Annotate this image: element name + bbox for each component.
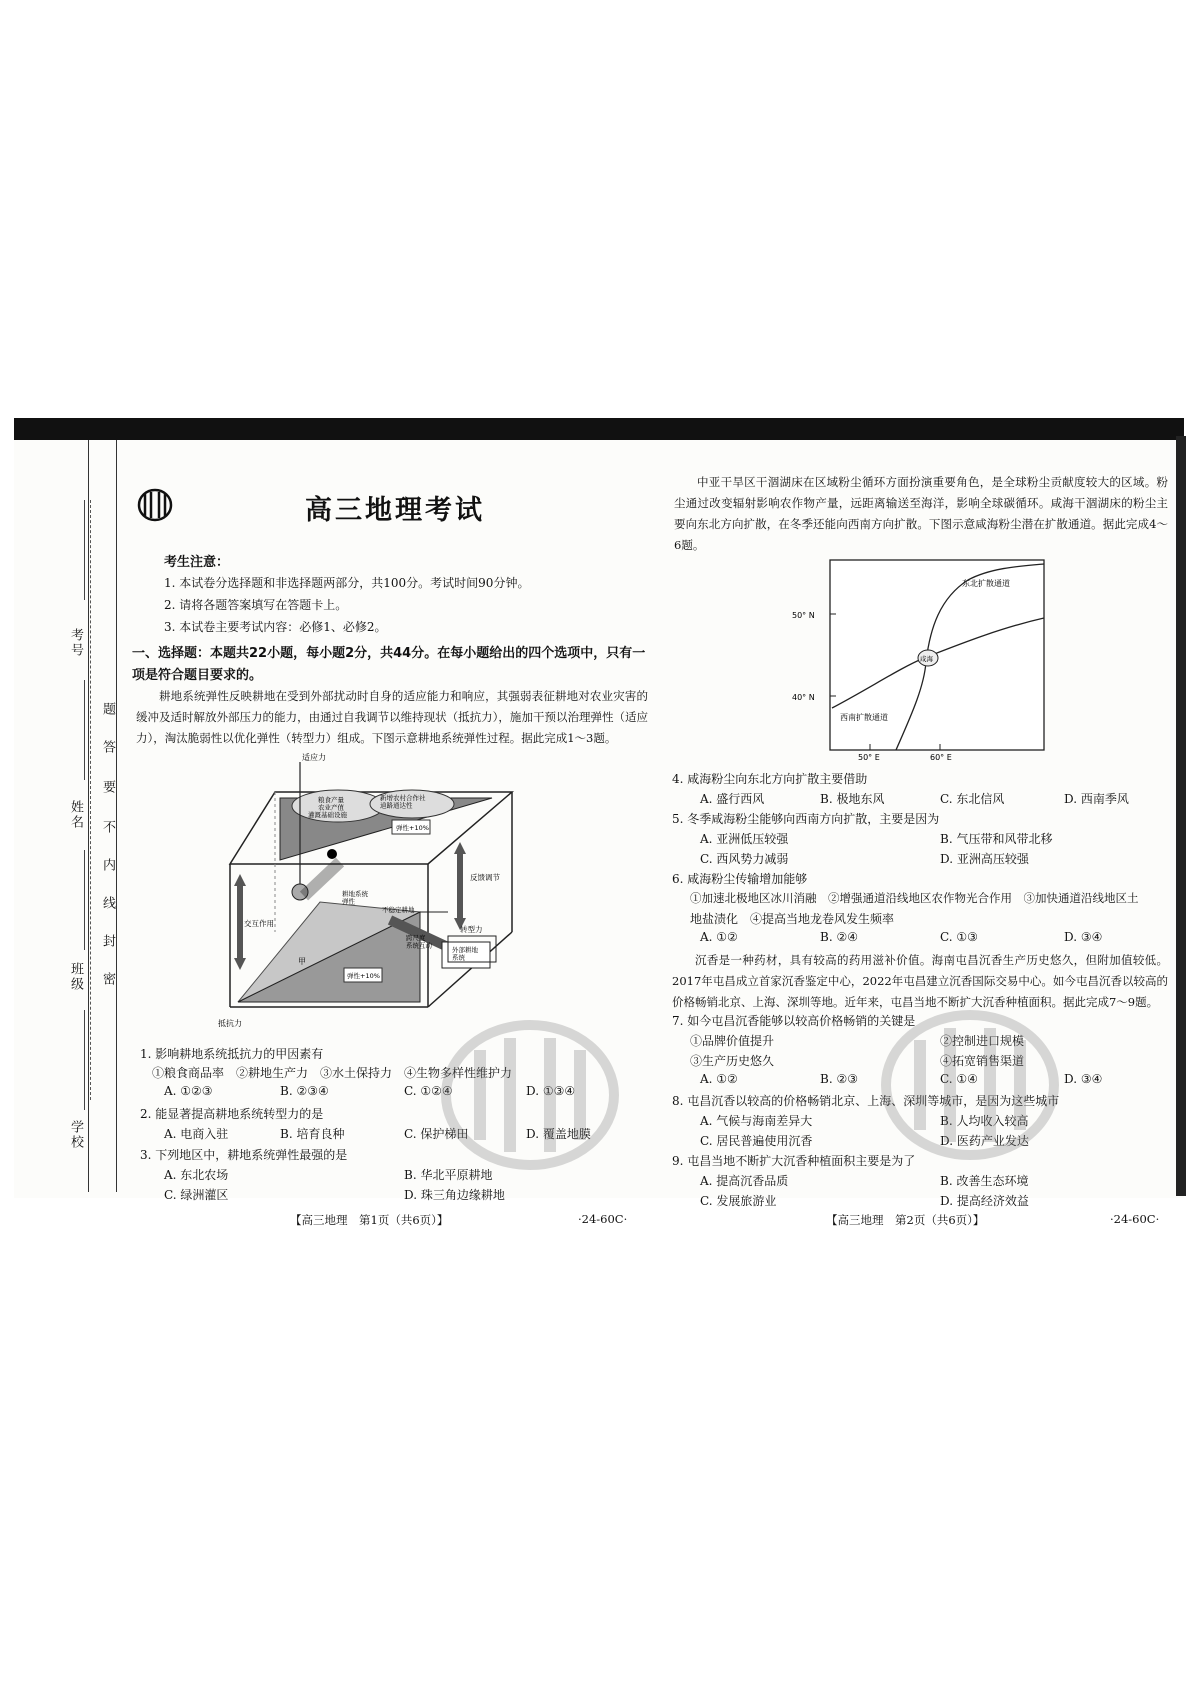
question-2-option-b[interactable]: B. 培育良种: [280, 1127, 345, 1141]
lat-40-label: 40° N: [792, 693, 815, 702]
question-8-option-b[interactable]: B. 人均收入较高: [940, 1114, 1029, 1128]
question-3-option-c[interactable]: C. 绿洲灌区: [164, 1188, 229, 1202]
cropland-resilience-diagram: [218, 753, 540, 1034]
feedback-label: 反馈调节: [470, 873, 500, 882]
question-2-option-c[interactable]: C. 保护梯田: [404, 1127, 469, 1141]
resilience-band-bottom: 弹性+10%: [347, 972, 380, 980]
question-4-option-c[interactable]: C. 东北信风: [940, 792, 1005, 806]
question-1-option-c[interactable]: C. ①②④: [404, 1084, 453, 1098]
publisher-logo-icon: [137, 488, 173, 522]
unstable-cropland-label: 不稳定耕地: [382, 906, 415, 914]
notice-item: 3. 本试卷主要考试内容：必修1、必修2。: [164, 620, 387, 634]
question-5-option-a[interactable]: A. 亚洲低压较强: [700, 832, 789, 846]
system-resilience-label: 耕地系统弹性: [342, 890, 368, 906]
gutter-line-1: [88, 440, 89, 1192]
watermark-logo-icon: [880, 1010, 1060, 1160]
question-6-option-a[interactable]: A. ①②: [700, 930, 738, 944]
question-4-option-a[interactable]: A. 盛行西风: [700, 792, 765, 806]
question-8-option-c[interactable]: C. 居民普遍使用沉香: [700, 1134, 813, 1148]
exam-no-blank: [84, 500, 85, 600]
question-6-option-d[interactable]: D. ③④: [1064, 930, 1103, 944]
lon-50-label: 50° E: [858, 753, 880, 762]
question-7-item-4: ④拓宽销售渠道: [940, 1054, 1025, 1068]
grain-output-label: 粮食产量农业产值: [318, 796, 344, 812]
question-9-stem: 9. 屯昌当地不断扩大沉香种植面积主要是为了: [672, 1154, 916, 1168]
school-blank: [84, 1010, 85, 1110]
lon-60-label: 60° E: [930, 753, 952, 762]
axis-resistance-label: 抵抗力: [218, 1019, 242, 1028]
question-6-option-b[interactable]: B. ②④: [820, 930, 858, 944]
question-6-items-line2: 地盐渍化 ④提高当地龙卷风发生频率: [690, 912, 895, 926]
footer-left-code: ·24-60C·: [578, 1212, 628, 1226]
question-4-option-d[interactable]: D. 西南季风: [1064, 792, 1129, 806]
question-5-stem: 5. 冬季咸海粉尘能够向西南方向扩散，主要是因为: [672, 812, 940, 826]
margin-label-class: 班级: [68, 962, 83, 992]
seal-char: 要: [100, 780, 115, 795]
question-2-stem: 2. 能显著提高耕地系统转型力的是: [140, 1107, 324, 1121]
seal-char: 不: [100, 820, 115, 835]
scan-top-edge: [14, 418, 1184, 440]
section-heading: 一、选择题：本题共22小题，每小题2分，共44分。在每小题给出的四个选项中，只有一项是符合题目要求的。: [132, 646, 646, 683]
seal-char: 答: [100, 740, 115, 755]
passage-1: 耕地系统弹性反映耕地在受到外部扰动时自身的适应能力和响应，其强弱表征耕地对农业灾害的缓冲及适时解放外部压力的能力，由通过自我调节以维持现状（抵抗力），施加干预以治理弹性（适应力），淘汰脆弱性以优化弹性（转型力）组成。下图示意耕地系统弹性过程。据此完成1～3题。: [136, 689, 648, 745]
question-7-stem: 7. 如今屯昌沉香能够以较高价格畅销的关键是: [672, 1014, 916, 1028]
question-8-option-d[interactable]: D. 医药产业发达: [940, 1134, 1029, 1148]
notice-title: 考生注意：: [164, 555, 230, 570]
lat-50-label: 50° N: [792, 611, 815, 620]
name-blank: [84, 680, 85, 780]
seal-char: 密: [100, 972, 115, 987]
margin-label-name: 姓名: [68, 800, 83, 830]
question-6-items-line1: ①加速北极地区冰川消融 ②增强通道沿线地区农作物光合作用 ③加快通道沿线地区土: [690, 891, 1139, 905]
resilience-band-top: 弹性+10%: [396, 824, 429, 832]
question-8-option-a[interactable]: A. 气候与海南差异大: [700, 1114, 813, 1128]
aral-dust-map: [792, 558, 1062, 762]
question-9-option-c[interactable]: C. 发展旅游业: [700, 1194, 777, 1208]
scan-right-edge: [1176, 436, 1186, 1196]
question-7-option-d[interactable]: D. ③④: [1064, 1072, 1103, 1086]
notice-item: 1. 本试卷分选择题和非选择题两部分，共100分。考试时间90分钟。: [164, 576, 530, 590]
question-9-option-b[interactable]: B. 改善生态环境: [940, 1174, 1029, 1188]
margin-label-school: 学校: [68, 1120, 83, 1150]
question-7-item-3: ③生产历史悠久: [690, 1054, 775, 1068]
question-5-option-b[interactable]: B. 气压带和风带北移: [940, 832, 1053, 846]
question-3-stem: 3. 下列地区中，耕地系统弹性最强的是: [140, 1148, 348, 1162]
question-4-option-b[interactable]: B. 极地东风: [820, 792, 885, 806]
margin-label-exam-no: 考号: [68, 628, 83, 658]
question-6-stem: 6. 咸海粉尘传输增加能够: [672, 872, 808, 886]
question-9-option-a[interactable]: A. 提高沉香品质: [700, 1174, 789, 1188]
passage-3: 沉香是一种药材，具有较高的药用滋补价值。海南屯昌沉香生产历史悠久，但附加值较低。2017年屯昌成立首家沉香鉴定中心，2022年屯昌建立沉香国际交易中心。如今屯昌沉香以较高的价格畅销北京、上海、深圳等地。近年来，屯昌当地不断扩大沉香种植面积。据此完成7～9题。: [672, 953, 1168, 1009]
question-3-option-d[interactable]: D. 珠三角边缘耕地: [404, 1188, 505, 1202]
passage-2: 中亚干旱区干涸湖床在区域粉尘循环方面扮演重要角色，是全球粉尘贡献度较大的区域。粉尘通过改变辐射影响农作物产量，远距离输送至海洋，影响全球碳循环。咸海干涸湖床的粉尘主要向东北方向扩散，在冬季还能向西南方向扩散。下图示意咸海粉尘潜在扩散通道。据此完成4～6题。: [674, 475, 1168, 552]
question-7-option-b[interactable]: B. ②③: [820, 1072, 858, 1086]
cross-scale-label: 跨尺度系统互动: [406, 934, 432, 950]
question-7-item-1: ①品牌价值提升: [690, 1034, 775, 1048]
footer-left-page: 【高三地理 第1页（共6页）】: [290, 1213, 449, 1227]
sw-channel-label: 西南扩散通道: [840, 713, 888, 722]
ne-channel-label: 东北扩散通道: [962, 579, 1010, 588]
question-8-stem: 8. 屯昌沉香以较高的价格畅销北京、上海、深圳等城市，是因为这些城市: [672, 1094, 1060, 1108]
external-cropland-label: 外部耕地系统: [452, 946, 478, 962]
aral-sea-label: 咸海: [920, 655, 933, 663]
question-2-option-d[interactable]: D. 覆盖地膜: [526, 1127, 591, 1141]
new-coop-label: 新增农村合作社道路通达性: [380, 794, 426, 810]
seal-char: 线: [100, 896, 115, 911]
factor-jia-label: 甲: [298, 957, 306, 966]
question-1-items: ①粮食商品率 ②耕地生产力 ③水土保持力 ④生物多样性维护力: [152, 1066, 513, 1080]
question-5-option-c[interactable]: C. 西风势力减弱: [700, 852, 789, 866]
question-9-option-d[interactable]: D. 提高经济效益: [940, 1194, 1029, 1208]
question-2-option-a[interactable]: A. 电商入驻: [164, 1127, 229, 1141]
question-7-option-a[interactable]: A. ①②: [700, 1072, 738, 1086]
question-4-stem: 4. 咸海粉尘向东北方向扩散主要借助: [672, 772, 868, 786]
question-3-option-b[interactable]: B. 华北平原耕地: [404, 1168, 493, 1182]
footer-right-page: 【高三地理 第2页（共6页）】: [826, 1213, 985, 1227]
exam-title: 高三地理考试: [305, 495, 485, 526]
question-1-stem: 1. 影响耕地系统抵抗力的甲因素有: [140, 1047, 324, 1061]
footer-right-code: ·24-60C·: [1110, 1212, 1160, 1226]
class-blank: [84, 850, 85, 950]
interaction-label: 交互作用: [244, 919, 274, 928]
question-3-option-a[interactable]: A. 东北农场: [164, 1168, 229, 1182]
question-1-option-d[interactable]: D. ①③④: [526, 1084, 576, 1098]
gutter-line-2: [116, 440, 117, 1192]
question-6-option-c[interactable]: C. ①③: [940, 930, 978, 944]
notice-item: 2. 请将各题答案填写在答题卡上。: [164, 598, 348, 612]
seal-char: 封: [100, 934, 115, 949]
question-7-option-c[interactable]: C. ①④: [940, 1072, 978, 1086]
seal-char: 题: [100, 702, 115, 717]
axis-transformability-label: 转型力: [460, 925, 483, 934]
irrigation-label: 灌溉基础设施: [308, 811, 347, 819]
seal-char: 内: [100, 858, 115, 873]
watermark-logo-icon: [440, 1020, 620, 1170]
question-5-option-d[interactable]: D. 亚洲高压较强: [940, 852, 1029, 866]
axis-adaptability-label: 适应力: [302, 753, 326, 762]
seal-dashed-line: [90, 500, 92, 1100]
question-1-option-a[interactable]: A. ①②③: [164, 1084, 213, 1098]
question-7-item-2: ②控制进口规模: [940, 1034, 1025, 1048]
question-1-option-b[interactable]: B. ②③④: [280, 1084, 329, 1098]
